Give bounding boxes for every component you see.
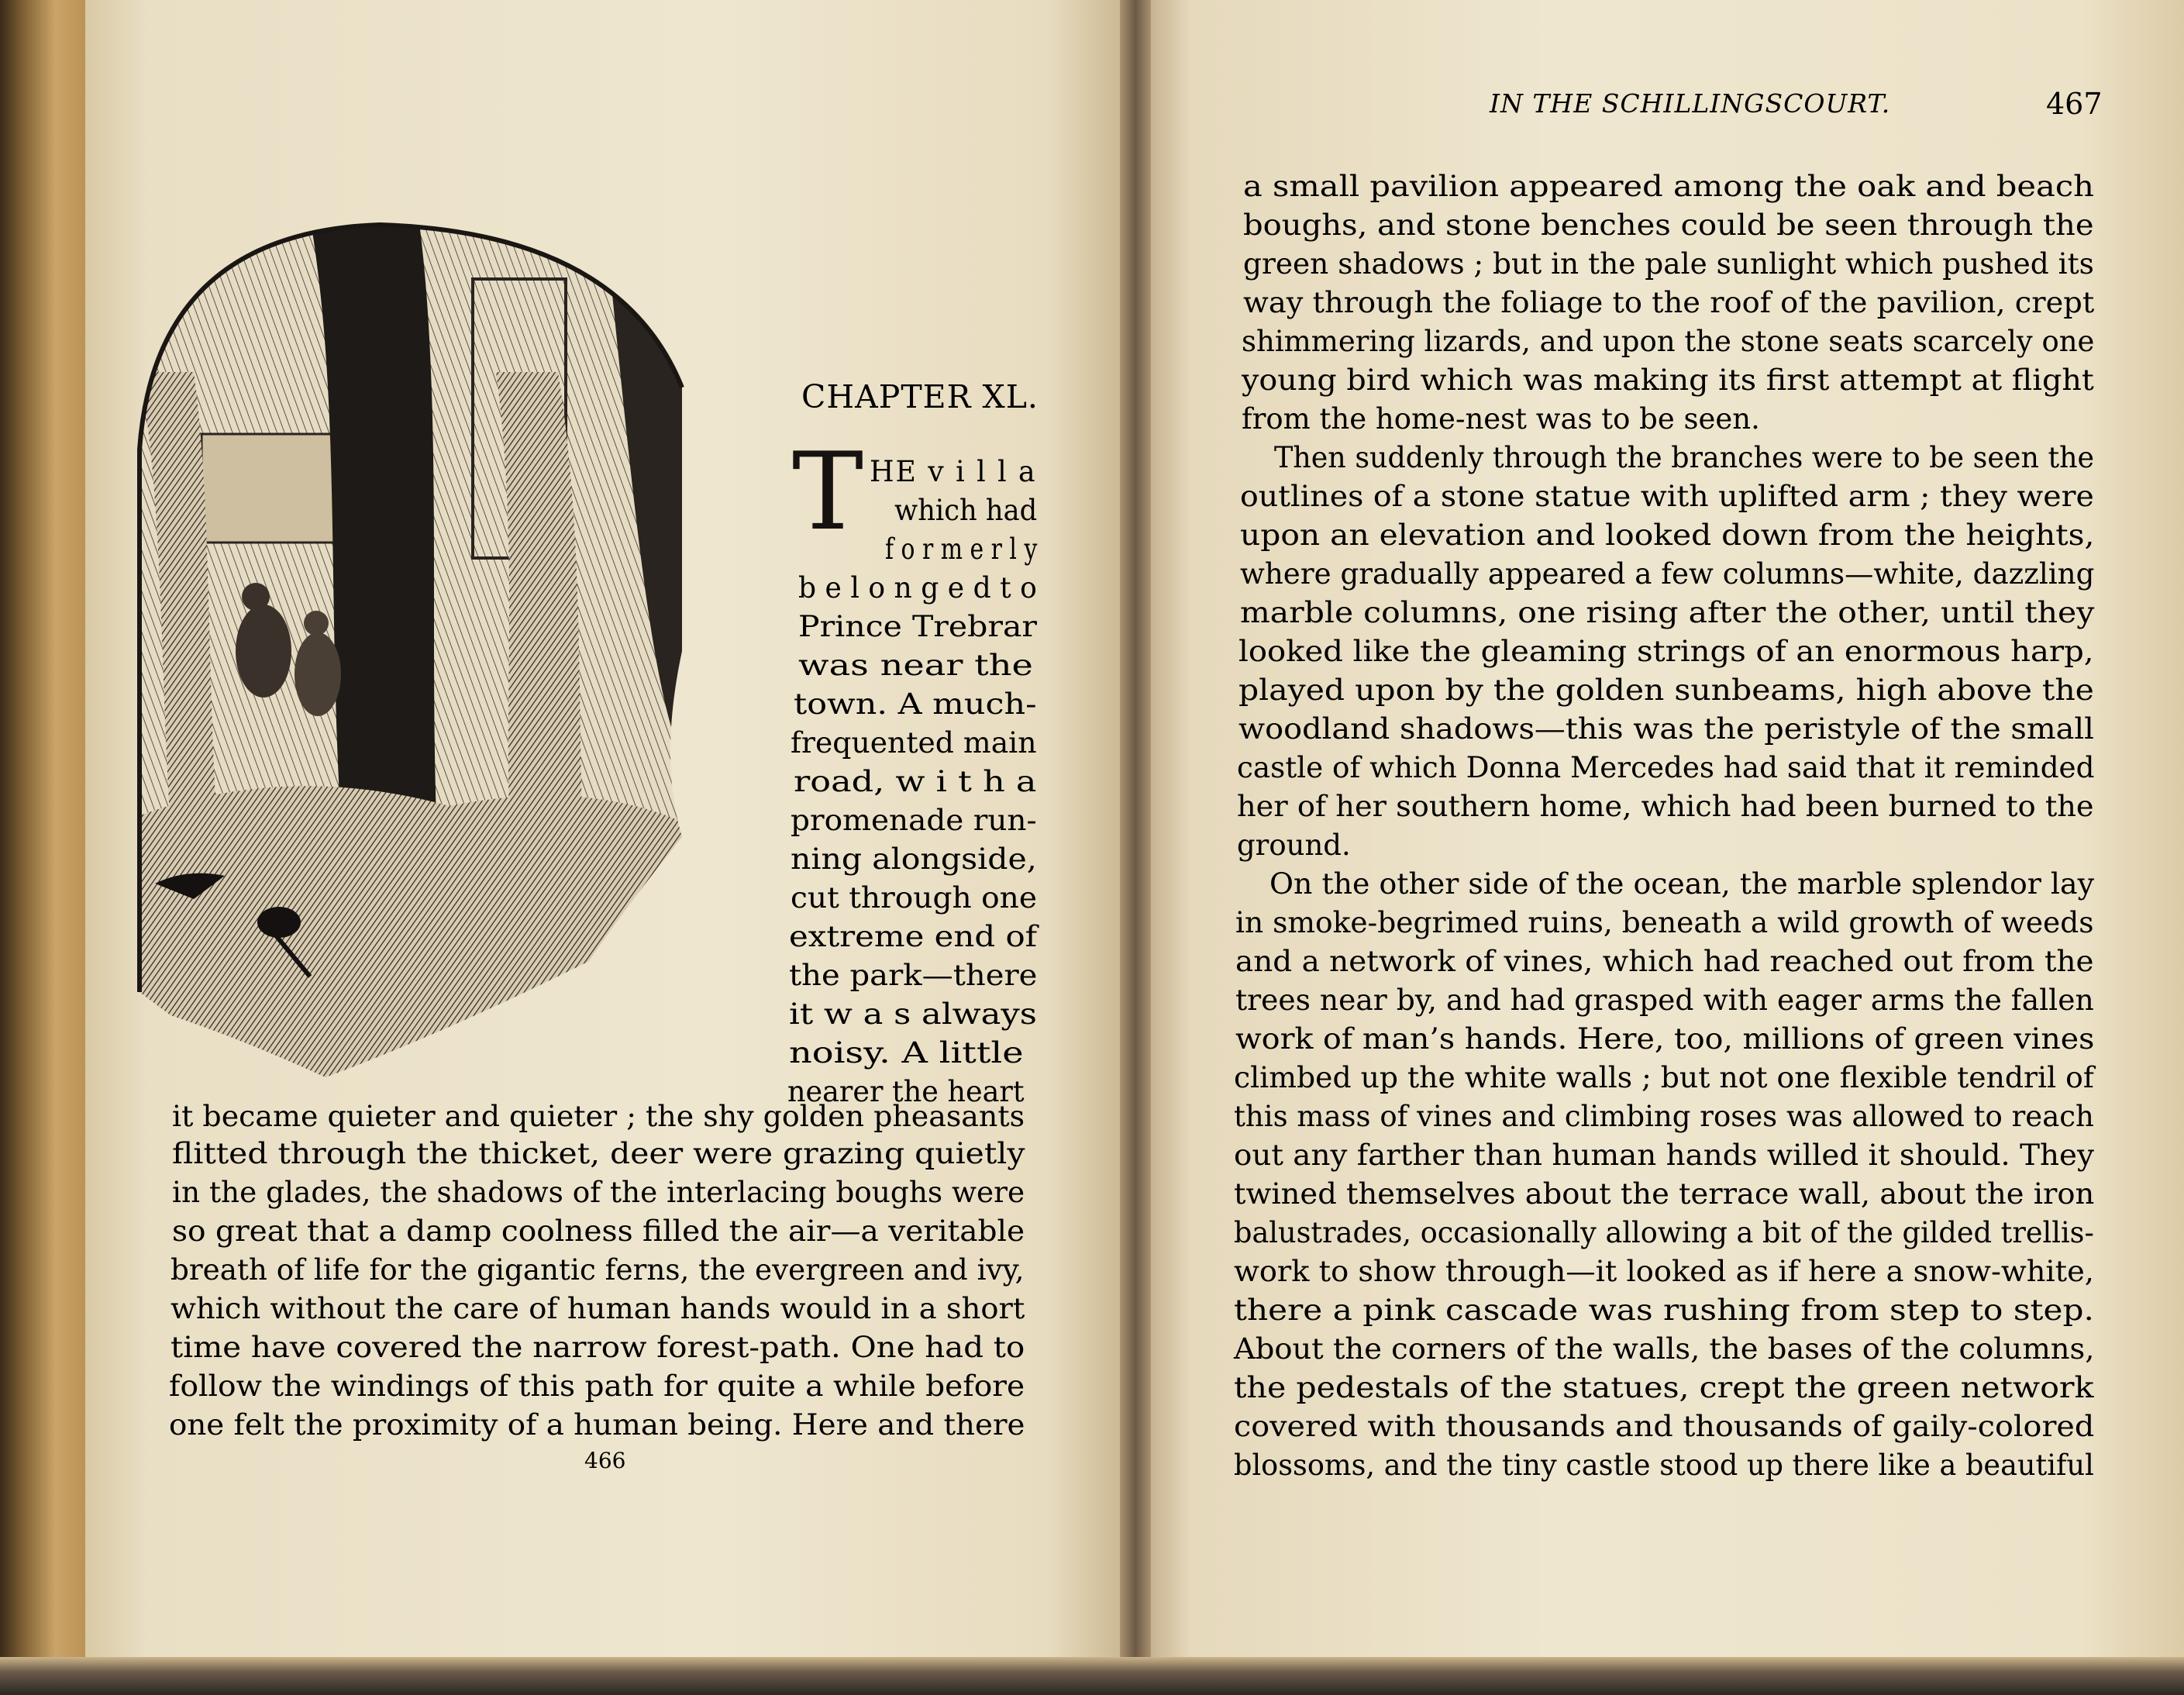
text-line: shimmering lizards, and upon the stone seats scarcely one	[1242, 325, 2095, 358]
text-line: road, w i t h a	[794, 765, 1037, 798]
text-line: promenade run-	[791, 804, 1037, 837]
text-line: it w a s always	[789, 997, 1037, 1031]
text-line: cut through one	[791, 881, 1037, 915]
text-line: About the corners of the walls, the bases of the columns,	[1234, 1332, 2095, 1366]
text-line: breath of life for the gigantic ferns, the evergreen and ivy,	[171, 1253, 1025, 1287]
text-line: town. A much-	[794, 687, 1037, 721]
drop-cap: T	[792, 429, 864, 554]
text-line: this mass of vines and climbing roses was allowed to reach	[1234, 1100, 2094, 1133]
text-line: out any farther than human hands willed it should. They	[1234, 1139, 2094, 1172]
text-line: twined themselves about the terrace wall, about the iron	[1234, 1177, 2095, 1211]
text-line: flitted through the thicket, deer were grazing quietly	[172, 1137, 1025, 1170]
page-number-left: 466	[584, 1448, 626, 1473]
text-line: marble columns, one rising after the other, until they	[1240, 596, 2095, 629]
text-line: her of her southern home, which had been burned to the	[1237, 790, 2094, 823]
text-line: covered with thousands and thousands of gaily-colored	[1234, 1410, 2095, 1443]
text-line: upon an elevation and looked down from the heights,	[1240, 518, 2095, 552]
text-line: ground.	[1237, 829, 1351, 862]
text-line: ning alongside,	[791, 842, 1037, 876]
text-line: boughs, and stone benches could be seen through the	[1243, 208, 2094, 242]
text-line: was near the	[798, 649, 1033, 682]
text-line: f o r m e r l y	[885, 532, 1038, 566]
text-line: and a network of vines, which had reached out from the	[1235, 945, 2094, 978]
text-line: a small pavilion appeared among the oak and beach	[1243, 170, 2094, 203]
text-line: which without the care of human hands would in a short	[171, 1292, 1025, 1325]
text-line: Prince Trebrar	[798, 610, 1038, 643]
text-line: blossoms, and the tiny castle stood up there like a beautiful	[1234, 1449, 2094, 1482]
text-line: young bird which was making its first attempt at flight	[1242, 363, 2094, 397]
text-line: follow the windings of this path for quite a while before	[169, 1369, 1025, 1403]
text-line: frequented main	[791, 726, 1037, 760]
text-line: in smoke-begrimed ruins, beneath a wild growth of weeds	[1235, 906, 2094, 939]
text-line: in the glades, the shadows of the interlacing boughs were	[172, 1176, 1025, 1209]
text-line: the pedestals of the statues, crept the green network	[1234, 1371, 2094, 1404]
text-line: it became quieter and quieter ; the shy golden pheasants	[172, 1100, 1025, 1133]
text-line: from the home-nest was to be seen.	[1242, 402, 1760, 436]
text-line: where gradually appeared a few columns—white, dazzling	[1240, 557, 2095, 591]
text-line: outlines of a stone statue with uplifted arm ; they were	[1240, 480, 2094, 513]
running-head: IN THE SCHILLINGSCOURT.	[1490, 88, 1891, 119]
text-line: work to show through—it looked as if here a snow-white,	[1234, 1255, 2094, 1288]
text-line: the park—there	[789, 959, 1038, 992]
text-line: looked like the gleaming strings of an enormous harp,	[1238, 635, 2094, 668]
text-line: trees near by, and had grasped with eager arms the fallen	[1235, 984, 2094, 1017]
text-line: there a pink cascade was rushing from step to step.	[1234, 1294, 2094, 1327]
text-line: one felt the proximity of a human being. Here and there	[169, 1408, 1025, 1442]
text-line: woodland shadows—this was the peristyle of the small	[1238, 712, 2094, 746]
text-line: played upon by the golden sunbeams, high above the	[1238, 674, 2094, 707]
page-number-right: 467	[2046, 87, 2103, 121]
text-line: b e l o n g e d t o	[798, 571, 1037, 605]
text-line: time have covered the narrow forest-path. One had to	[171, 1331, 1025, 1364]
text-line: noisy. A little	[789, 1036, 1024, 1070]
forest-deer-illustration	[124, 217, 775, 1085]
text-line: green shadows ; but in the pale sunlight which pushed its	[1243, 247, 2094, 281]
text-line: balustrades, occasionally allowing a bit of the gilded trellis-	[1234, 1216, 2094, 1249]
text-line: Then suddenly through the branches were to be seen the	[1274, 441, 2095, 474]
text-line: nearer the heart	[787, 1075, 1025, 1108]
chapter-heading: CHAPTER XL.	[801, 378, 1039, 415]
page-edges-bottom	[0, 1657, 2184, 1695]
text-line: HE v i l l a	[870, 455, 1037, 488]
text-line: extreme end of	[789, 920, 1038, 953]
book-gutter	[1120, 0, 1151, 1659]
text-line: On the other side of the ocean, the marble splendor lay	[1269, 867, 2094, 901]
page-edges-left	[0, 0, 91, 1695]
text-line: way through the foliage to the roof of the pavilion, crept	[1243, 286, 2095, 319]
text-line: which had	[894, 494, 1038, 527]
text-line: climbed up the white walls ; but not one flexible tendril of	[1234, 1061, 2094, 1094]
text-line: so great that a damp coolness filled the air—a veritable	[172, 1214, 1025, 1248]
text-line: work of man’s hands. Here, too, millions of green vines	[1235, 1022, 2095, 1056]
text-line: castle of which Donna Mercedes had said that it reminded	[1237, 751, 2095, 784]
